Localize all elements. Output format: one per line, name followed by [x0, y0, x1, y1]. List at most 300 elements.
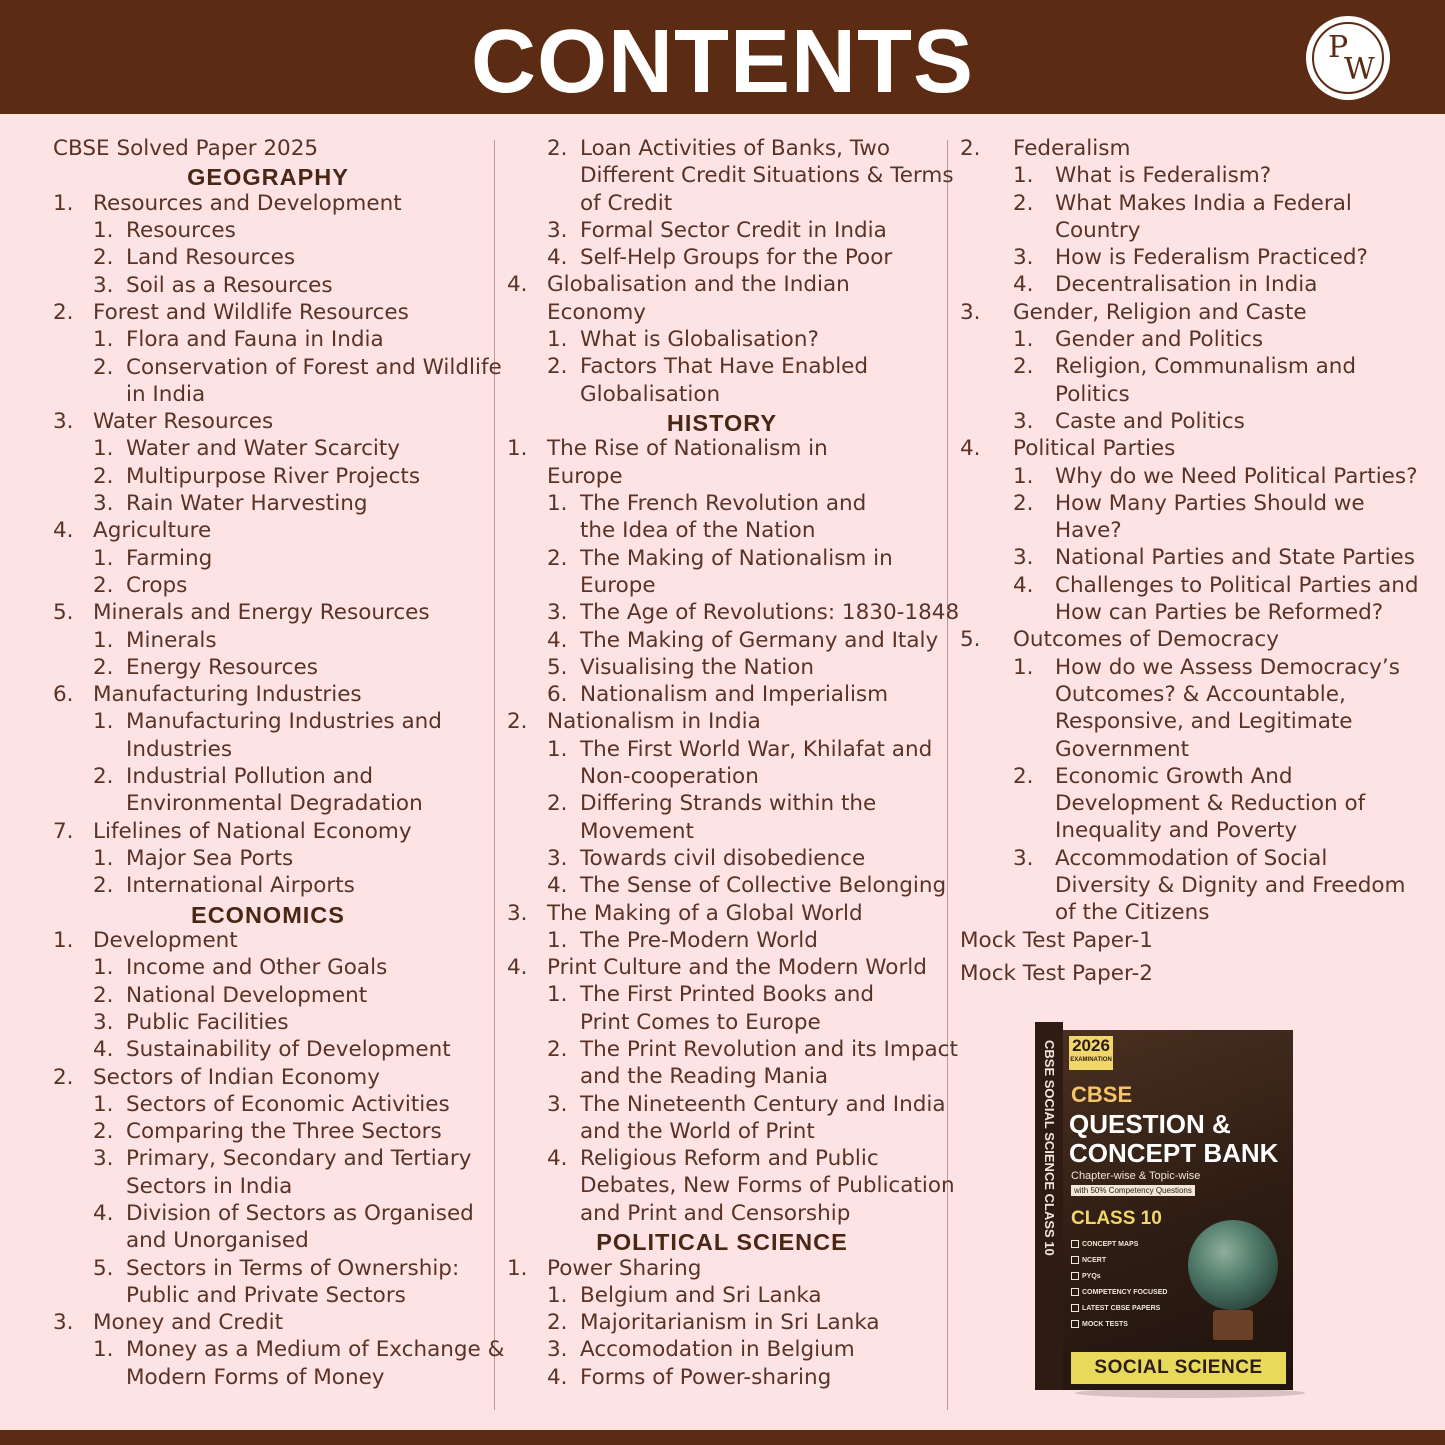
- entry-text: The Making of a Global World: [547, 900, 863, 926]
- cover-competency: with 50% Competency Questions: [1071, 1185, 1195, 1196]
- section-heading: GEOGRAPHY: [187, 164, 349, 191]
- contents-entry: [507, 162, 954, 189]
- cover-title: [1069, 1110, 1278, 1168]
- contents-entry: [960, 353, 1400, 380]
- entry-number: 3.: [53, 409, 74, 435]
- entry-number: 1.: [93, 436, 114, 462]
- contents-entry: [507, 517, 937, 544]
- entry-text: Non-cooperation: [580, 764, 759, 790]
- footer-bar: [0, 1430, 1445, 1445]
- contents-entry: [960, 927, 1400, 954]
- entry-text: Globalisation and the Indian: [547, 272, 850, 298]
- entry-number: 2.: [93, 1119, 114, 1145]
- entry-text: Forest and Wildlife Resources: [93, 299, 409, 325]
- entry-number: 5.: [960, 627, 981, 653]
- contents-entry: [507, 1063, 937, 1090]
- contents-entry: [53, 244, 483, 271]
- entry-text: Industrial Pollution and: [126, 764, 374, 790]
- entry-text: Agriculture: [93, 518, 212, 544]
- contents-entry: [960, 299, 1400, 326]
- entry-number: 4.: [1013, 272, 1034, 298]
- contents-entry: [960, 845, 1400, 872]
- entry-number: 2.: [93, 764, 114, 790]
- globe-illustration: [1188, 1220, 1278, 1310]
- entry-number: 5.: [53, 600, 74, 626]
- contents-entry: [53, 217, 483, 244]
- contents-entry: [507, 708, 937, 735]
- entry-text: Different Credit Situations & Terms: [580, 163, 954, 189]
- contents-entry: [53, 1118, 483, 1145]
- contents-entry: [53, 408, 483, 435]
- entry-text: Sustainability of Development: [126, 1037, 451, 1063]
- entry-text: Country: [1055, 217, 1141, 243]
- contents-entry: [53, 272, 483, 299]
- contents-entry: [507, 872, 947, 899]
- section-heading: POLITICAL SCIENCE: [596, 1229, 848, 1256]
- entry-text: The Making of Germany and Italy: [580, 627, 939, 653]
- contents-entry: [960, 463, 1418, 490]
- contents-entry: [507, 927, 937, 954]
- contents-entry: [53, 1009, 483, 1036]
- contents-entry: [507, 818, 937, 845]
- entry-number: 2.: [547, 791, 568, 817]
- entry-text: Sectors in Terms of Ownership:: [126, 1255, 460, 1281]
- contents-entry: [53, 435, 483, 462]
- entry-text: Economic Growth And: [1055, 763, 1293, 789]
- contents-entry: [960, 708, 1400, 735]
- entry-text: Mock Test Paper-2: [960, 960, 1153, 986]
- contents-entry: [507, 763, 937, 790]
- contents-entry: [53, 708, 483, 735]
- entry-text: Movement: [580, 818, 694, 844]
- entry-text: Public Facilities: [126, 1009, 289, 1035]
- contents-entry: [960, 135, 1400, 162]
- entry-number: 2.: [547, 136, 568, 161]
- entry-text: What Makes India a Federal: [1055, 190, 1352, 216]
- entry-text: Land Resources: [126, 245, 296, 271]
- entry-text: CBSE Solved Paper 2025: [53, 136, 319, 161]
- contents-entry: [53, 135, 483, 162]
- contents-entry: [53, 1173, 483, 1200]
- contents-entry: [960, 899, 1400, 926]
- entry-number: 2.: [93, 873, 114, 899]
- entry-text: Power Sharing: [547, 1255, 702, 1281]
- entry-text: Accomodation in Belgium: [580, 1337, 855, 1363]
- entry-text: International Airports: [126, 873, 355, 899]
- column-divider: [494, 140, 495, 1410]
- entry-number: 2.: [1013, 763, 1034, 789]
- entry-text: The Making of Nationalism in: [580, 545, 893, 571]
- entry-text: Farming: [126, 545, 213, 571]
- contents-entry: [507, 736, 937, 763]
- entry-text: Differing Strands within the: [580, 791, 877, 817]
- contents-entry: [960, 790, 1400, 817]
- entry-text: How Many Parties Should we: [1055, 490, 1365, 516]
- contents-entry: [507, 1282, 937, 1309]
- entry-text: Self-Help Groups for the Poor: [580, 245, 893, 271]
- entry-number: 2.: [93, 354, 114, 380]
- entry-text: The Rise of Nationalism in: [547, 436, 828, 462]
- entry-text: How is Federalism Practiced?: [1055, 245, 1368, 271]
- entry-number: 1.: [53, 190, 74, 216]
- entry-number: 2.: [547, 1037, 568, 1062]
- entry-number: 2.: [507, 709, 528, 735]
- exam-label: EXAMINATION: [1070, 1057, 1112, 1063]
- entry-number: 4.: [507, 272, 528, 298]
- contents-entry: [53, 954, 483, 981]
- entry-text: Environmental Degradation: [126, 791, 423, 817]
- entry-text: Sectors of Indian Economy: [93, 1064, 380, 1090]
- contents-entry: [507, 435, 937, 462]
- entry-text: Accommodation of Social: [1055, 845, 1328, 871]
- entry-number: 2.: [547, 354, 568, 380]
- entry-text: Politics: [1055, 381, 1130, 407]
- contents-entry: [960, 217, 1400, 244]
- entry-number: 4.: [547, 627, 568, 653]
- entry-number: 1.: [507, 436, 528, 462]
- entry-number: 1.: [53, 928, 74, 954]
- cover-subtitle: Chapter-wise & Topic-wise: [1071, 1170, 1201, 1182]
- entry-number: 1.: [547, 736, 568, 762]
- contents-entry: [507, 1145, 937, 1172]
- entry-number: 1.: [1013, 654, 1034, 680]
- entry-text: The French Revolution and: [580, 491, 867, 517]
- entry-text: The Age of Revolutions: 1830-1848: [580, 600, 960, 626]
- entry-text: Energy Resources: [126, 654, 318, 680]
- entry-number: 3.: [547, 600, 568, 626]
- entry-text: Flora and Fauna in India: [126, 327, 384, 353]
- entry-number: 1.: [93, 1337, 114, 1363]
- entry-number: 2.: [1013, 190, 1034, 216]
- entry-number: 5.: [93, 1255, 114, 1281]
- page-title: CONTENTS: [471, 12, 974, 112]
- logo-letter-p: P: [1328, 30, 1349, 65]
- entry-text: Development: [93, 928, 238, 954]
- book-spine: [1035, 1022, 1063, 1390]
- contents-entry: [960, 162, 1400, 189]
- contents-entry: [53, 790, 483, 817]
- exam-year-badge: [1069, 1036, 1113, 1070]
- entry-number: 3.: [1013, 245, 1034, 271]
- entry-text: Division of Sectors as Organised: [126, 1200, 474, 1226]
- contents-entry: [960, 599, 1400, 626]
- entry-number: 3.: [93, 272, 114, 298]
- entry-text: The Nineteenth Century and India: [580, 1091, 946, 1117]
- entry-text: How can Parties be Reformed?: [1055, 600, 1384, 626]
- contents-entry: [507, 326, 937, 353]
- contents-entry: [507, 135, 937, 162]
- contents-entry: [960, 244, 1400, 271]
- contents-entry: [53, 545, 483, 572]
- entry-text: Political Parties: [1013, 436, 1176, 462]
- entry-number: 1.: [93, 845, 114, 871]
- entry-text: the Idea of the Nation: [580, 518, 816, 544]
- entry-number: 2.: [53, 1064, 74, 1090]
- contents-entry: [507, 627, 937, 654]
- entry-text: Economy: [547, 299, 647, 325]
- entry-number: 5.: [547, 654, 568, 680]
- entry-text: and Print and Censorship: [580, 1200, 851, 1226]
- entry-text: Globalisation: [580, 381, 721, 407]
- contents-entry: [507, 353, 937, 380]
- contents-entry: [53, 1064, 483, 1091]
- entry-number: 1.: [93, 627, 114, 653]
- entry-number: 3.: [1013, 408, 1034, 434]
- entry-text: The First World War, Khilafat and: [580, 736, 933, 762]
- entry-text: Have?: [1055, 518, 1122, 544]
- cover-feature: MOCK TESTS: [1071, 1320, 1161, 1328]
- entry-text: Mock Test Paper-1: [960, 927, 1153, 953]
- header-bar: [0, 0, 1445, 114]
- entry-text: Formal Sector Credit in India: [580, 217, 887, 243]
- entry-number: 2.: [960, 136, 981, 161]
- cover-feature: LATEST CBSE PAPERS: [1071, 1304, 1161, 1312]
- contents-entry: [507, 1091, 946, 1118]
- contents-entry: [507, 900, 937, 927]
- entry-text: Sectors in India: [126, 1173, 293, 1199]
- entry-text: Inequality and Poverty: [1055, 818, 1298, 844]
- contents-entry: [53, 763, 483, 790]
- contents-entry: [53, 1255, 483, 1282]
- contents-entry: [507, 271, 937, 298]
- entry-text: Comparing the Three Sectors: [126, 1119, 442, 1145]
- contents-entry: [53, 190, 483, 217]
- entry-text: of Credit: [580, 190, 673, 216]
- contents-entry: [507, 1309, 937, 1336]
- exam-year: 2026: [1072, 1036, 1110, 1055]
- entry-text: Industries: [126, 736, 233, 762]
- entry-text: Water and Water Scarcity: [126, 436, 401, 462]
- contents-entry: [53, 1309, 483, 1336]
- entry-text: Print Comes to Europe: [580, 1009, 821, 1035]
- entry-text: Print Culture and the Modern World: [547, 955, 927, 981]
- entry-number: 1.: [1013, 327, 1034, 353]
- entry-text: Rain Water Harvesting: [126, 491, 368, 517]
- entry-text: Resources and Development: [93, 190, 402, 216]
- entry-text: Religion, Communalism and: [1055, 354, 1357, 380]
- entry-text: Multipurpose River Projects: [126, 463, 421, 489]
- contents-entry: [53, 1364, 483, 1391]
- entry-number: 3.: [547, 1091, 568, 1117]
- entry-number: 1.: [547, 927, 568, 953]
- entry-text: The Pre-Modern World: [580, 927, 818, 953]
- entry-text: Europe: [580, 572, 656, 598]
- entry-text: Soil as a Resources: [126, 272, 333, 298]
- entry-text: What is Globalisation?: [580, 327, 819, 353]
- contents-entry: [960, 817, 1400, 844]
- contents-entry: [507, 1172, 955, 1199]
- contents-entry: [960, 763, 1400, 790]
- contents-entry: [960, 271, 1400, 298]
- cover-cbse: CBSE: [1071, 1082, 1133, 1107]
- entry-text: Towards civil disobedience: [580, 845, 866, 871]
- globe-stand: [1213, 1310, 1253, 1340]
- contents-entry: [53, 517, 483, 544]
- entry-number: 1.: [547, 491, 568, 517]
- contents-entry: [53, 654, 483, 681]
- contents-entry: [53, 299, 483, 326]
- contents-entry: [507, 845, 937, 872]
- contents-entry: [960, 736, 1400, 763]
- contents-column-3: [960, 135, 1419, 994]
- cover-class: CLASS 10: [1071, 1208, 1162, 1229]
- pw-logo: [1306, 16, 1390, 100]
- cover-title-line-2: CONCEPT BANK: [1069, 1138, 1279, 1168]
- entry-text: Caste and Politics: [1055, 408, 1245, 434]
- contents-entry: [53, 627, 483, 654]
- entry-number: 6.: [547, 682, 568, 708]
- entry-number: 2.: [93, 982, 114, 1008]
- entry-number: 3.: [547, 845, 568, 871]
- entry-text: Belgium and Sri Lanka: [580, 1282, 822, 1308]
- contents-column-1: [53, 135, 505, 1391]
- entry-number: 1.: [1013, 163, 1034, 189]
- entry-text: Gender, Religion and Caste: [1013, 299, 1307, 325]
- entry-text: Minerals: [126, 627, 217, 653]
- entry-number: 1.: [1013, 463, 1034, 489]
- entry-number: 3.: [547, 217, 568, 243]
- entry-number: 4.: [93, 1037, 114, 1063]
- entry-number: 1.: [93, 1091, 114, 1117]
- contents-entry: [507, 1255, 937, 1282]
- contents-entry: [507, 954, 937, 981]
- entry-text: Europe: [547, 463, 623, 489]
- column-divider: [947, 140, 948, 1410]
- entry-number: 3.: [1013, 545, 1034, 571]
- contents-entry: [53, 1091, 483, 1118]
- entry-number: 4.: [93, 1200, 114, 1226]
- entry-number: 3.: [960, 299, 981, 325]
- entry-number: 1.: [547, 982, 568, 1008]
- entry-text: Nationalism and Imperialism: [580, 682, 889, 708]
- contents-entry: [507, 217, 937, 244]
- entry-number: 2.: [93, 463, 114, 489]
- entry-number: 4.: [507, 955, 528, 981]
- contents-entry: [53, 1282, 483, 1309]
- entry-number: 1.: [93, 545, 114, 571]
- contents-entry: [507, 299, 937, 326]
- entry-number: 3.: [507, 900, 528, 926]
- contents-entry: [507, 572, 937, 599]
- section-heading: HISTORY: [666, 409, 778, 436]
- contents-entry: [53, 572, 483, 599]
- entry-number: 2.: [93, 245, 114, 271]
- contents-entry: [53, 872, 483, 899]
- entry-text: Challenges to Political Parties and: [1055, 572, 1419, 598]
- entry-text: Crops: [126, 572, 188, 598]
- entry-number: 7.: [53, 818, 74, 844]
- entry-number: 1.: [507, 1255, 528, 1281]
- contents-column-2: [507, 135, 960, 1391]
- entry-number: 2.: [547, 1310, 568, 1336]
- entry-text: National Development: [126, 982, 368, 1008]
- entry-number: 4.: [547, 1146, 568, 1172]
- entry-text: Money as a Medium of Exchange &: [126, 1337, 505, 1363]
- entry-number: 1.: [93, 955, 114, 981]
- entry-number: 1.: [93, 327, 114, 353]
- contents-entry: [53, 818, 483, 845]
- entry-text: Development & Reduction of: [1055, 791, 1366, 817]
- contents-entry: [960, 544, 1415, 571]
- entry-text: and Unorganised: [126, 1228, 309, 1254]
- contents-entry: [53, 736, 483, 763]
- entry-text: Forms of Power-sharing: [580, 1364, 832, 1390]
- contents-entry: [53, 490, 483, 517]
- entry-text: Gender and Politics: [1055, 327, 1264, 353]
- contents-entry: [960, 681, 1400, 708]
- contents-entry: [960, 408, 1400, 435]
- entry-text: of the Citizens: [1055, 900, 1210, 926]
- book-cover-image: [1035, 1010, 1305, 1390]
- spine-text: CBSE SOCIAL SCIENCE CLASS 10: [1042, 1040, 1057, 1256]
- contents-entry: [507, 790, 937, 817]
- entry-text: Outcomes of Democracy: [1013, 627, 1279, 653]
- entry-number: 3.: [93, 1146, 114, 1172]
- entry-text: Government: [1055, 736, 1190, 762]
- entry-text: Modern Forms of Money: [126, 1364, 385, 1390]
- entry-text: Responsive, and Legitimate: [1055, 709, 1353, 735]
- contents-entry: [507, 490, 937, 517]
- contents-entry: [960, 190, 1400, 217]
- section-heading: ECONOMICS: [191, 901, 345, 928]
- contents-entry: [960, 572, 1419, 599]
- entry-text: What is Federalism?: [1055, 163, 1272, 189]
- contents-entry: [960, 326, 1400, 353]
- contents-entry: [53, 1336, 505, 1363]
- logo-letter-w: W: [1344, 52, 1375, 87]
- entry-text: in India: [126, 381, 206, 407]
- entry-text: Lifelines of National Economy: [93, 818, 412, 844]
- entry-text: The Print Revolution and its Impact: [580, 1037, 958, 1062]
- contents-entry: [53, 1036, 483, 1063]
- entry-number: 4.: [1013, 572, 1034, 598]
- entry-text: Manufacturing Industries and: [126, 709, 442, 735]
- entry-number: 4.: [960, 436, 981, 462]
- entry-text: How do we Assess Democracy’s: [1055, 654, 1400, 680]
- contents-entry: [507, 463, 937, 490]
- contents-entry: [53, 845, 483, 872]
- contents-entry: [507, 1336, 937, 1363]
- entry-number: 2.: [53, 299, 74, 325]
- entry-text: The Sense of Collective Belonging: [580, 873, 947, 899]
- contents-entry: [960, 954, 1400, 994]
- contents-entry: [53, 982, 483, 1009]
- entry-text: Public and Private Sectors: [126, 1282, 406, 1308]
- contents-entry: [507, 545, 937, 572]
- entry-text: Income and Other Goals: [126, 955, 388, 981]
- entry-text: Loan Activities of Banks, Two: [580, 136, 891, 161]
- contents-entry: [960, 435, 1400, 462]
- entry-number: 2.: [1013, 490, 1034, 516]
- entry-number: 6.: [53, 682, 74, 708]
- contents-entry: [960, 517, 1400, 544]
- entry-text: Minerals and Energy Resources: [93, 600, 430, 626]
- entry-text: and the World of Print: [580, 1118, 815, 1144]
- entry-text: Primary, Secondary and Tertiary: [126, 1146, 472, 1172]
- contents-entry: [507, 190, 937, 217]
- contents-entry: [507, 1036, 958, 1063]
- entry-text: Nationalism in India: [547, 709, 761, 735]
- entry-text: Diversity & Dignity and Freedom: [1055, 873, 1406, 899]
- entry-number: 4.: [547, 1364, 568, 1390]
- contents-entry: [53, 1227, 483, 1254]
- cover-subject: SOCIAL SCIENCE: [1071, 1352, 1286, 1384]
- entry-number: 2.: [1013, 354, 1034, 380]
- entry-text: Manufacturing Industries: [93, 682, 362, 708]
- entry-number: 2.: [547, 545, 568, 571]
- entry-text: Federalism: [1013, 136, 1131, 161]
- entry-number: 3.: [53, 1310, 74, 1336]
